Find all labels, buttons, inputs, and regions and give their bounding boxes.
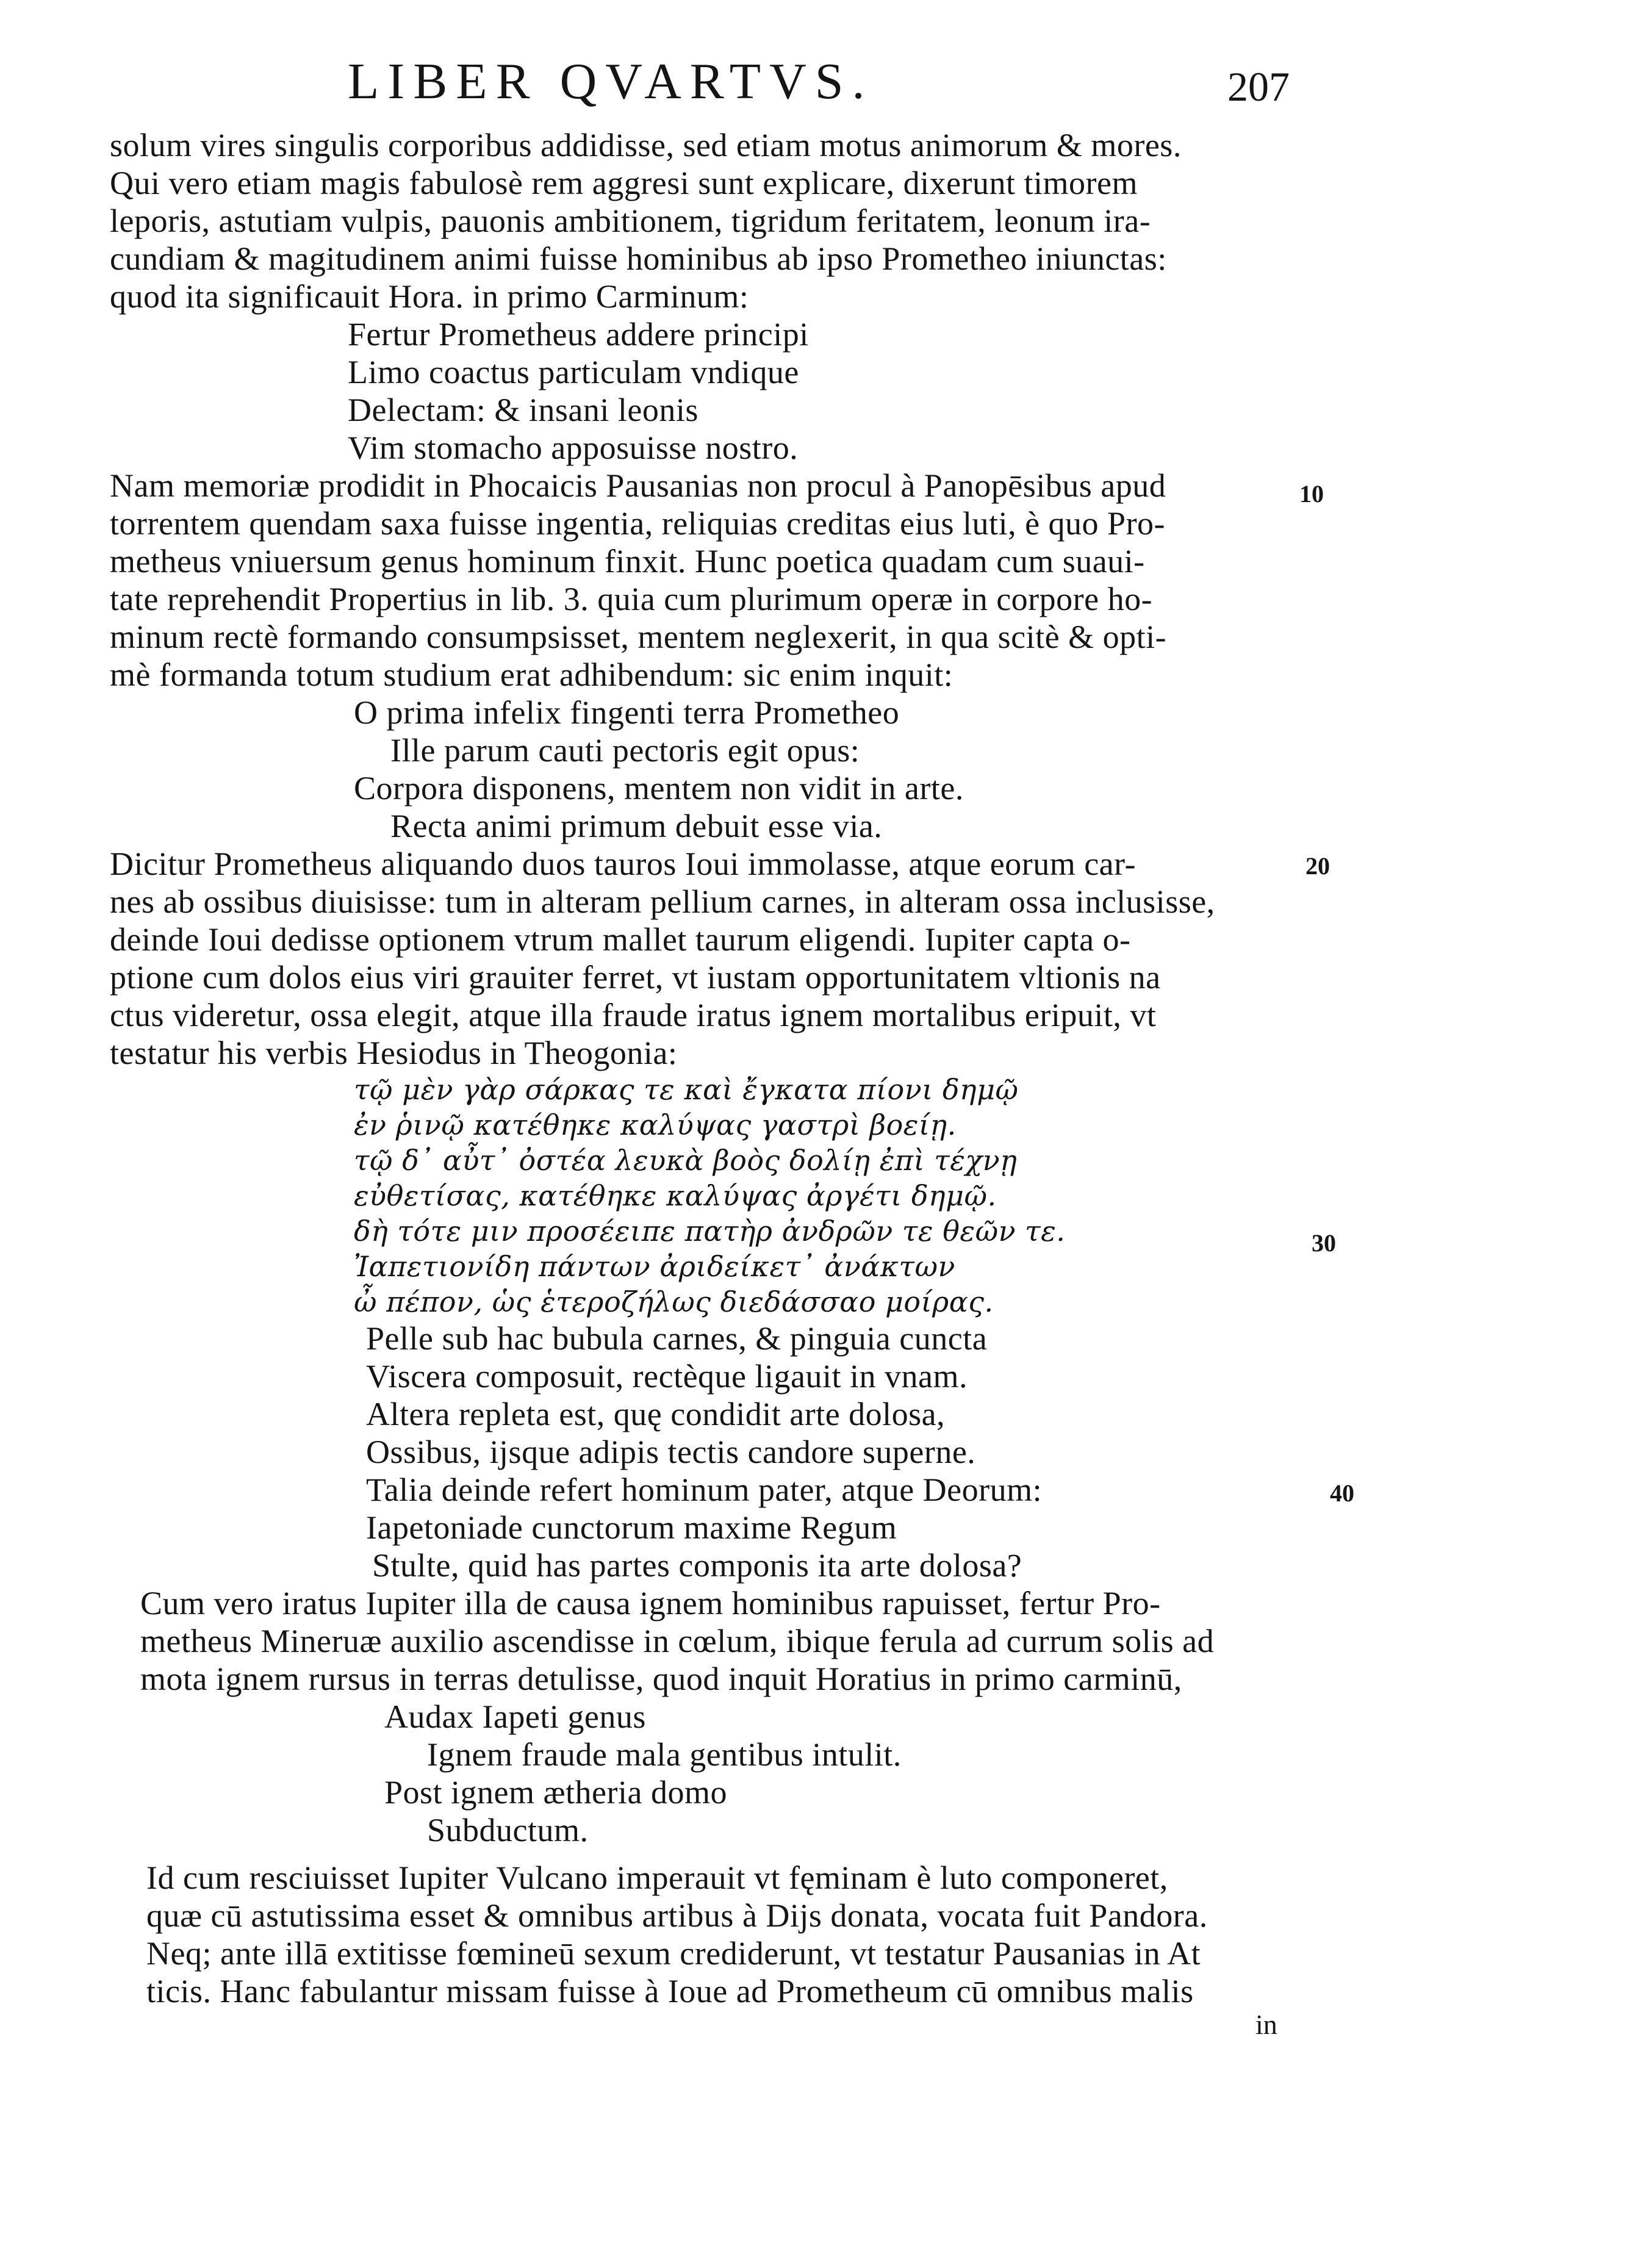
text-line: Cum vero iratus Iupiter illa de causa ignem hominibus rapuisset, fertur Pro- (140, 1585, 1161, 1622)
text-line: nes ab ossibus diuisisse: tum in alteram pellium carnes, in alteram ossa inclusisse, (110, 883, 1215, 920)
margin-line-number: 30 (1312, 1229, 1336, 1257)
verse-line: Ille parum cauti pectoris egit opus: (390, 732, 860, 769)
verse-line: Audax Iapeti genus (384, 1698, 646, 1735)
margin-line-number: 20 (1305, 852, 1330, 880)
text-line: ctus videretur, ossa elegit, atque illa fraude iratus ignem mortalibus eripuit, vt (110, 997, 1157, 1033)
greek-verse-line: Ἰαπετιονίδη πάντων ἀριδείκετ᾽ ἀνάκτων (354, 1250, 955, 1283)
greek-verse-line: τῷ δ᾽ αὖτ᾽ ὀστέα λευκὰ βοὸς δολίῃ ἐπὶ τέχνῃ (354, 1144, 1018, 1177)
text-line: Neq; ante illā extitisse fœmineū sexum crediderunt, vt testatur Pausanias in At (146, 1935, 1201, 1972)
verse-line: Subductum. (427, 1812, 589, 1848)
verse-line: Post ignem ætheria domo (384, 1774, 727, 1811)
text-line: Nam memoriæ prodidit in Phocaicis Pausanias non procul à Panopēsibus apud (110, 467, 1166, 504)
verse-line: Recta animi primum debuit esse via. (390, 808, 883, 844)
verse-line: Viscera composuit, rectèque ligauit in vnam. (366, 1358, 968, 1395)
text-line: deinde Ioui dedisse optionem vtrum mallet taurum eligendi. Iupiter capta o- (110, 921, 1131, 958)
text-line: ticis. Hanc fabulantur missam fuisse à Ioue ad Prometheum cū omnibus malis (146, 1973, 1194, 2010)
text-line: tate reprehendit Propertius in lib. 3. quia cum plurimum operæ in corpore ho- (110, 581, 1153, 617)
text-line: torrentem quendam saxa fuisse ingentia, reliquias creditas eius luti, è quo Pro- (110, 505, 1166, 542)
greek-verse-line: τῷ μὲν γὰρ σάρκας τε καὶ ἔγκατα πίονι δημῷ (354, 1073, 1019, 1106)
verse-line: Vim stomacho apposuisse nostro. (348, 429, 799, 466)
verse-line: Altera repleta est, quę condidit arte dolosa, (366, 1396, 946, 1432)
text-line: testatur his verbis Hesiodus in Theogonia: (110, 1035, 678, 1071)
text-line: minum rectè formando consumpsisset, mentem neglexerit, in qua scitè & opti- (110, 619, 1167, 655)
greek-verse-line: ὦ πέπον, ὡς ἑτεροζήλως διεδάσσαο μοίρας. (354, 1285, 994, 1318)
verse-line: Stulte, quid has partes componis ita arte dolosa? (372, 1547, 1022, 1584)
verse-line: Pelle sub hac bubula carnes, & pinguia cuncta (366, 1320, 988, 1357)
greek-verse-line: ἐν ῥινῷ κατέθηκε καλύψας γαστρὶ βοείῃ. (354, 1108, 957, 1141)
text-line: leporis, astutiam vulpis, pauonis ambitionem, tigridum feritatem, leonum ira- (110, 203, 1151, 239)
verse-line: Iapetoniade cunctorum maxime Regum (366, 1509, 897, 1546)
verse-line: Ignem fraude mala gentibus intulit. (427, 1736, 902, 1773)
text-line: quæ cū astutissima esset & omnibus artibus à Dijs donata, vocata fuit Pandora. (146, 1897, 1208, 1934)
running-head: LIBER QVARTVS. (348, 53, 874, 110)
text-line: quod ita significauit Hora. in primo Carminum: (110, 278, 749, 315)
text-line: Dicitur Prometheus aliquando duos tauros Ioui immolasse, atque eorum car- (110, 846, 1137, 882)
verse-line: Delectam: & insani leonis (348, 392, 699, 428)
text-line: metheus vniuersum genus hominum finxit. Hunc poetica quadam cum suaui- (110, 543, 1145, 580)
catchword: in (1255, 2009, 1277, 2040)
verse-line: Fertur Prometheus addere principi (348, 316, 809, 353)
verse-line: Talia deinde refert hominum pater, atque Deorum: (366, 1471, 1043, 1508)
page-number: 207 (1227, 63, 1290, 110)
text-line: Qui vero etiam magis fabulosè rem aggresi sunt explicare, dixerunt timorem (110, 165, 1138, 201)
verse-line: Corpora disponens, mentem non vidit in arte. (354, 770, 964, 806)
text-line: solum vires singulis corporibus addidisse, sed etiam motus animorum & mores. (110, 127, 1182, 163)
text-line: Id cum resciuisset Iupiter Vulcano imperauit vt fęminam è luto componeret, (146, 1859, 1168, 1896)
verse-line: Limo coactus particulam vndique (348, 354, 799, 390)
text-line: cundiam & magitudinem animi fuisse hominibus ab ipso Prometheo iniunctas: (110, 240, 1167, 277)
greek-verse-line: εὐθετίσας, κατέθηκε καλύψας ἀργέτι δημῷ. (354, 1179, 997, 1212)
margin-line-number: 40 (1330, 1479, 1354, 1507)
verse-line: O prima infelix fingenti terra Prometheo (354, 694, 900, 731)
text-line: mota ignem rursus in terras detulisse, quod inquit Horatius in primo carminū, (140, 1661, 1182, 1697)
text-line: mè formanda totum studium erat adhibendum: sic enim inquit: (110, 656, 953, 693)
text-line: ptione cum dolos eius viri grauiter ferret, vt iustam opportunitatem vltionis na (110, 959, 1161, 996)
greek-verse-line: δὴ τότε μιν προσέειπε πατὴρ ἀνδρῶν τε θεῶν τε. (354, 1215, 1066, 1248)
verse-line: Ossibus, ijsque adipis tectis candore superne. (366, 1434, 976, 1470)
text-line: metheus Mineruæ auxilio ascendisse in cœlum, ibique ferula ad currum solis ad (140, 1623, 1215, 1659)
margin-line-number: 10 (1299, 480, 1324, 508)
